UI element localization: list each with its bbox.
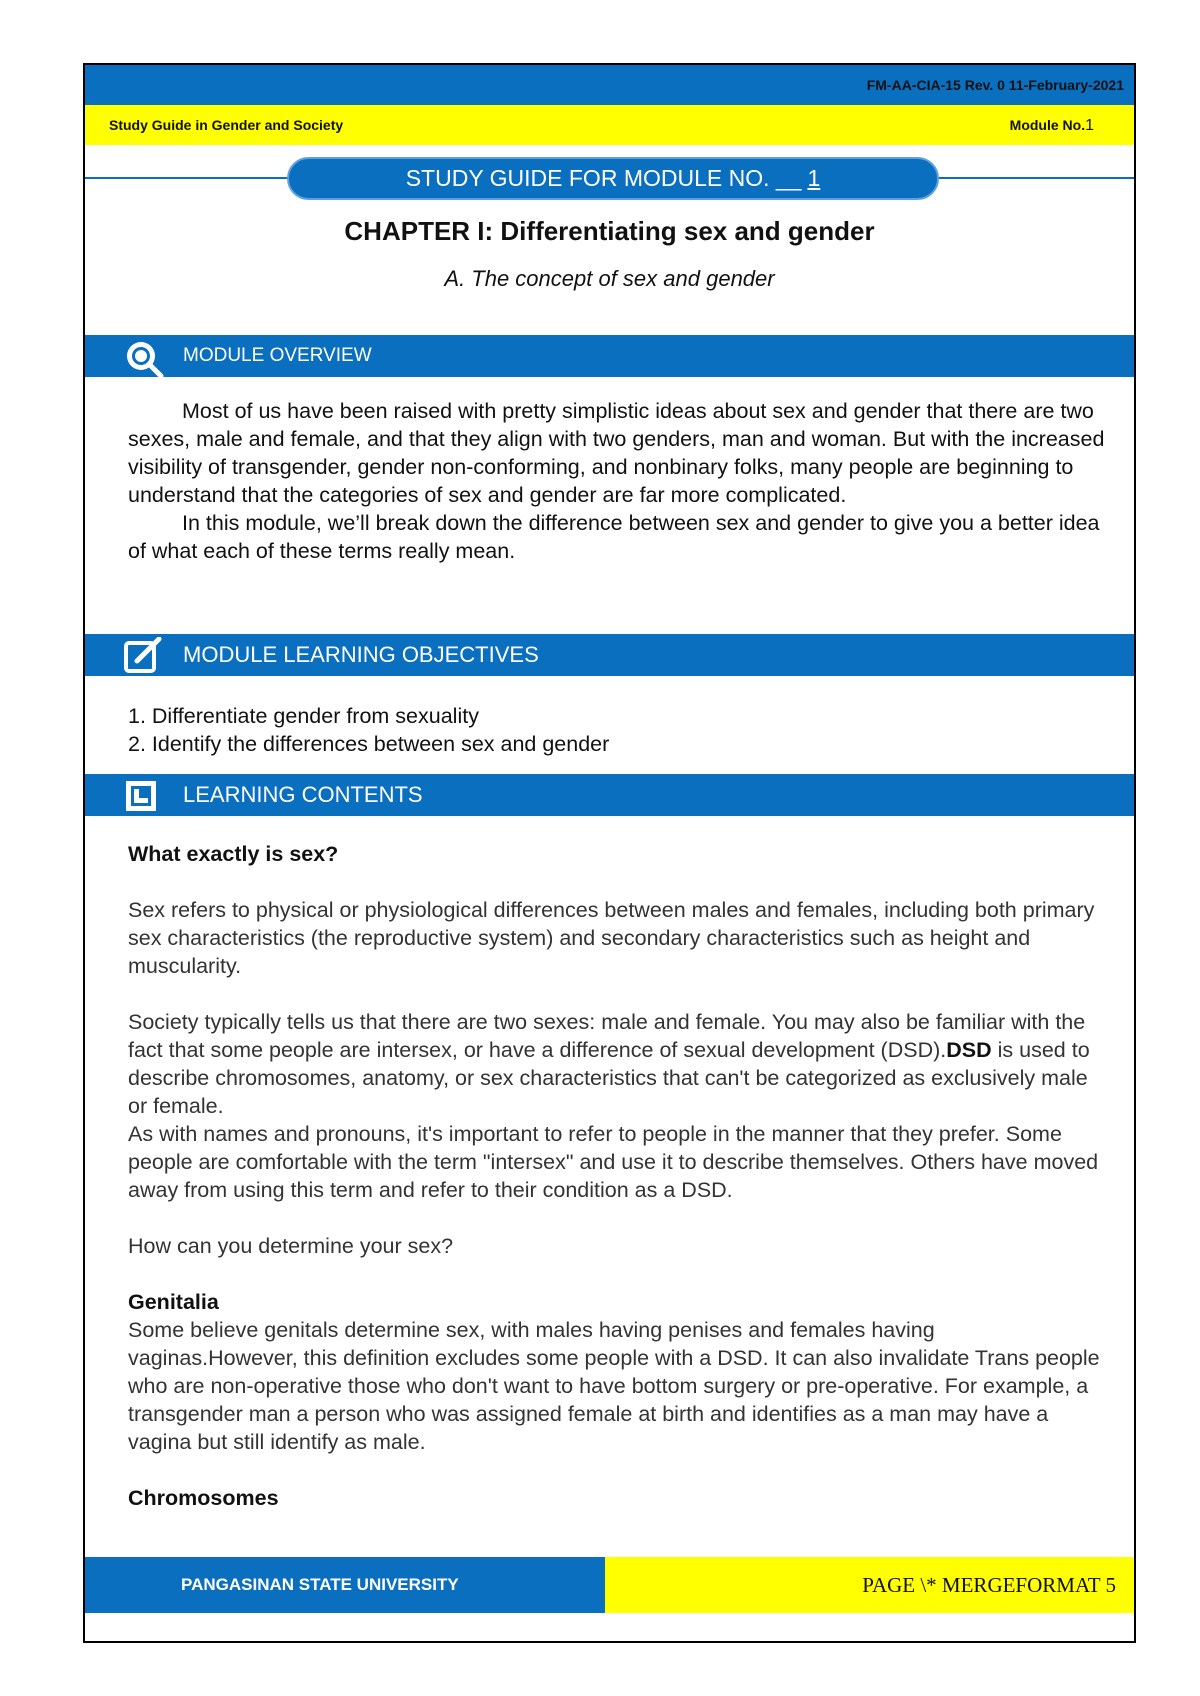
chapter-title: CHAPTER I: Differentiating sex and gender bbox=[344, 216, 875, 246]
contents-section-bar bbox=[85, 774, 1134, 816]
objectives-heading: MODULE LEARNING OBJECTIVES bbox=[183, 642, 539, 667]
footer-page-field: PAGE \* MERGEFORMAT 5 bbox=[605, 1557, 1134, 1613]
objective-item: 2. Identify the differences between sex and gender bbox=[128, 732, 610, 756]
p2-part-a: Society typically tells us that there are two sexes: male and female. You may also be familiar with the fact that some people are intersex, or have a difference of sexual development (DSD). bbox=[128, 1010, 1086, 1062]
form-code: FM-AA-CIA-15 Rev. 0 11-February-2021 bbox=[866, 77, 1124, 93]
objectives-section-bar bbox=[85, 634, 1134, 676]
edit-icon bbox=[123, 637, 173, 680]
contents-paragraph-1: Sex refers to physical or physiological differences between males and females, including both primary sex characteristics (the reproductive system) and secondary characteristics such as height and muscularity. bbox=[128, 898, 1095, 978]
question-sex: What exactly is sex? bbox=[128, 842, 339, 866]
objectives-list bbox=[128, 702, 1108, 758]
module-number-label bbox=[1010, 117, 1094, 135]
contents-paragraph-4: How can you determine your sex? bbox=[128, 1234, 454, 1258]
overview-section-bar bbox=[85, 335, 1134, 377]
study-guide-banner bbox=[287, 157, 939, 200]
module-number: 1 bbox=[1085, 117, 1094, 134]
p2-part-c: is used to describe chromosomes, anatomy, or sex characteristics that can't be categorized as exclusively male or female. bbox=[128, 1038, 1090, 1118]
module-label-text: Module No. bbox=[1009, 117, 1086, 133]
header-top-bar bbox=[85, 65, 1134, 105]
banner-number: 1 bbox=[807, 165, 821, 191]
contents-paragraph-2 bbox=[128, 1008, 1108, 1120]
heading-genitalia: Genitalia bbox=[128, 1290, 219, 1314]
overview-text bbox=[128, 397, 1108, 565]
overview-heading: MODULE OVERVIEW bbox=[183, 345, 372, 366]
book-icon bbox=[123, 777, 173, 820]
objective-item: 1. Differentiate gender from sexuality bbox=[128, 704, 479, 728]
overview-paragraph-1: Most of us have been raised with pretty simplistic ideas about sex and gender that there are two sexes, male and female, and that they align with two genders, man and woman. But with the increased visibility of transgender, gender non-conforming, and nonbinary folks, many people are beginning to understand that the categories of sex and gender are far more complicated. bbox=[128, 399, 1105, 507]
banner-prefix: STUDY GUIDE FOR MODULE NO. __ bbox=[405, 165, 802, 191]
contents-text bbox=[128, 840, 1108, 1512]
guide-title: Study Guide in Gender and Society bbox=[109, 117, 344, 133]
contents-paragraph-5: Some believe genitals determine sex, with males having penises and females having vaginas.However, this definition excludes some people with a DSD. It can also invalidate Trans people who are non-operative those who don't want to have bottom surgery or pre-operative. For example, a transgender man a person who was assigned female at birth and identifies as a man may have a vagina but still identify as male. bbox=[128, 1318, 1100, 1454]
contents-heading: LEARNING CONTENTS bbox=[183, 782, 423, 807]
chapter-subtitle: A. The concept of sex and gender bbox=[444, 266, 775, 291]
magnifier-icon bbox=[123, 338, 173, 385]
heading-chromosomes: Chromosomes bbox=[128, 1486, 279, 1510]
footer-university: PANGASINAN STATE UNIVERSITY bbox=[85, 1557, 605, 1613]
p2-dsd-term: DSD bbox=[946, 1038, 992, 1062]
header-yellow-bar bbox=[85, 105, 1134, 145]
contents-paragraph-3: As with names and pronouns, it's important to refer to people in the manner that they prefer. Some people are comfortable with the term "intersex" and use it to describe themselves. Others have moved away from using this term and refer to their condition as a DSD. bbox=[128, 1122, 1099, 1202]
overview-paragraph-2: In this module, we’ll break down the difference between sex and gender to give you a better idea of what each of these terms really mean. bbox=[128, 511, 1100, 563]
